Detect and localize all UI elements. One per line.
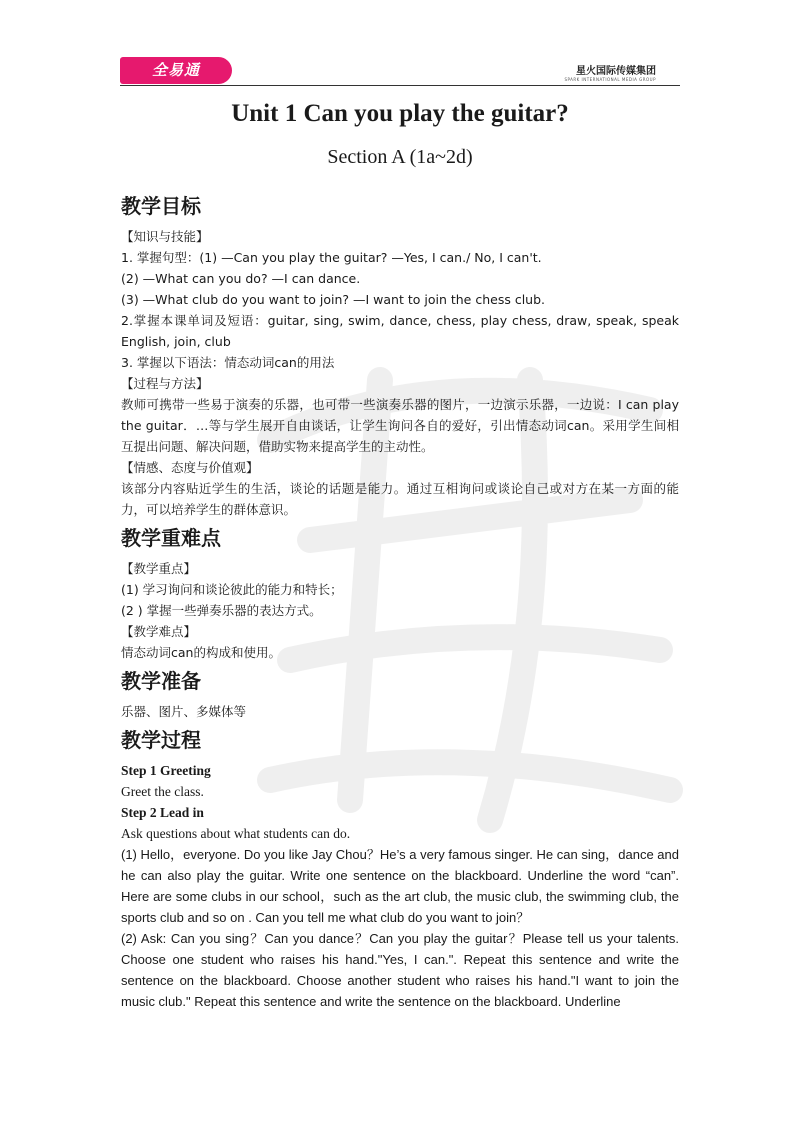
brand-logo xyxy=(120,57,232,84)
objective-line-5: 3. 掌握以下语法：情态动词can的用法 xyxy=(121,355,335,370)
header-divider xyxy=(120,85,680,86)
section-heading-procedure: 教学过程 xyxy=(121,728,201,752)
step-2-title: Step 2 Lead in xyxy=(121,805,204,820)
procedure-paragraph-1: (1) Hello，everyone. Do you like Jay Chou？He’s a very famous singer. He can sing，dance and he can also play the guitar. Write one sentence on the blackboard. Underline the word “can”. Here are some clubs in our school，such as the art club, the music club, the swimming club, the sports club and so on . Can you tell me what club do you want to join？ xyxy=(121,847,679,925)
prep-text: 乐器、图片、多媒体等 xyxy=(121,704,247,719)
process-tag: 【过程与方法】 xyxy=(121,376,209,391)
key-tag: 【教学重点】 xyxy=(121,561,197,576)
emotion-text: 该部分内容贴近学生的生活，谈论的话题是能力。通过互相询问或谈论自己或对方在某一方面的能力，可以培养学生的群体意识。 xyxy=(121,481,679,517)
step-1-title: Step 1 Greeting xyxy=(121,763,211,778)
section-heading-prep: 教学准备 xyxy=(121,669,201,693)
step-2-text: Ask questions about what students can do. xyxy=(121,826,351,841)
knowledge-tag: 【知识与技能】 xyxy=(121,229,209,244)
logo-text: 全易通 xyxy=(151,61,200,79)
key-point-1: (1) 学习询问和谈论彼此的能力和特长； xyxy=(121,582,343,597)
publisher-brand xyxy=(564,62,656,82)
section-heading-objectives: 教学目标 xyxy=(121,194,201,218)
document-body xyxy=(121,188,679,1012)
page-subtitle: Section A (1a~2d) xyxy=(327,146,473,168)
emotion-tag: 【情感、态度与价值观】 xyxy=(121,460,259,475)
objective-line-2: (2) —What can you do? —I can dance. xyxy=(121,271,361,286)
difficulty-tag: 【教学难点】 xyxy=(121,624,197,639)
page-header xyxy=(0,0,800,90)
section-heading-keypoints: 教学重难点 xyxy=(121,526,221,550)
key-point-2: (2 ) 掌握一些弹奏乐器的表达方式。 xyxy=(121,603,322,618)
process-text: 教师可携带一些易于演奏的乐器，也可带一些演奏乐器的图片，一边演示乐器，一边说：I can play the guitar．…等与学生展开自由谈话，让学生询问各自的爱好，引出情态动词can。采用学生间相互提出问题、解决问题，借助实物来提高学生的主动性。 xyxy=(121,397,679,454)
difficulty-1: 情态动词can的构成和使用。 xyxy=(121,645,281,660)
objective-line-3: (3) —What club do you want to join? —I want to join the chess club. xyxy=(121,292,545,307)
objective-line-4: 2.掌握本课单词及短语：guitar, sing, swim, dance, chess, play chess, draw, speak, speak English, join, club xyxy=(121,313,679,349)
objective-line-1: 1. 掌握句型：(1) —Can you play the guitar? —Yes, I can./ No, I can't. xyxy=(121,250,542,265)
procedure-paragraph-2: (2) Ask: Can you sing？Can you dance？Can you play the guitar？Please tell us your talents. Choose one student who raises his hand."Yes, I can.". Repeat this sentence and write the sentence on the blackboard. Choose another student who raises his hand."I want to join the music club." Repeat this sentence and write the sentence on the blackboard. Underline xyxy=(121,931,679,1009)
publisher-name: 星火国际传媒集团 xyxy=(576,66,656,77)
page-title: Unit 1 Can you play the guitar? xyxy=(231,100,569,127)
publisher-name-en: SPARK INTERNATIONAL MEDIA GROUP xyxy=(564,77,656,82)
step-1-text: Greet the class. xyxy=(121,784,204,799)
